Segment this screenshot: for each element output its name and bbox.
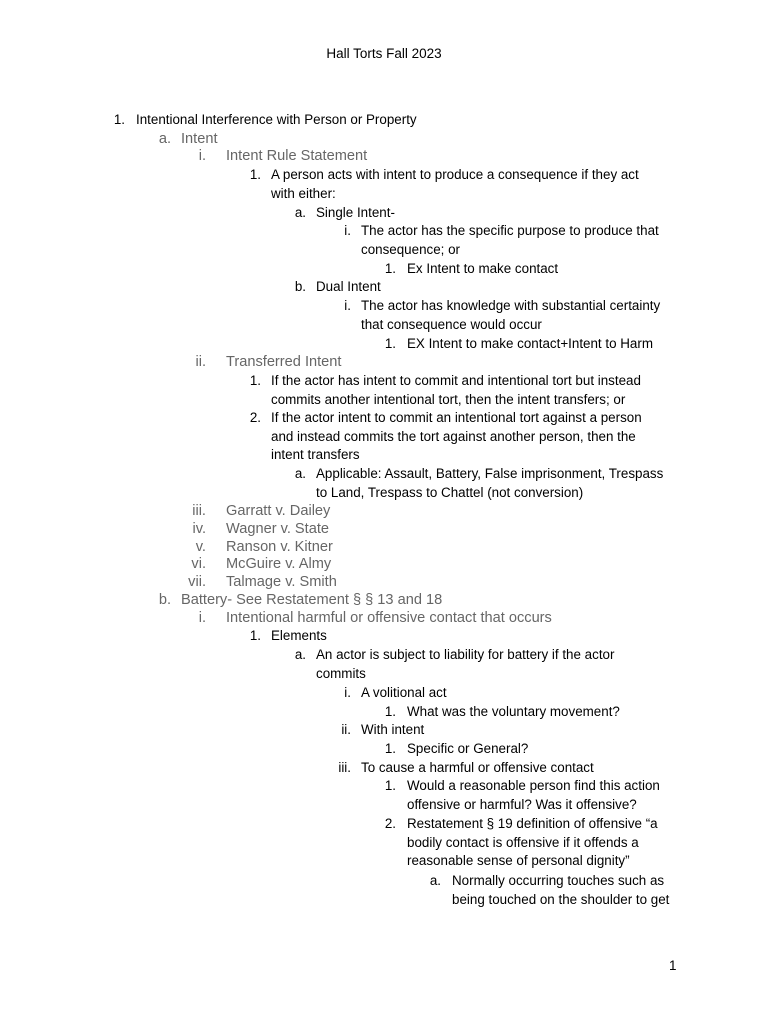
text-line: Intentional harmful or offensive contact that occurs bbox=[226, 610, 552, 626]
list-item-text bbox=[316, 278, 381, 297]
text-line: An actor is subject to liability for battery if the actor bbox=[316, 647, 615, 662]
text-line: Talmage v. Smith bbox=[226, 574, 337, 590]
list-item-text bbox=[226, 539, 333, 557]
text-line: Applicable: Assault, Battery, False imprisonment, Trespass bbox=[316, 466, 664, 481]
list-marker: 1. bbox=[113, 112, 125, 127]
list-marker: i. bbox=[344, 298, 351, 313]
list-marker: 1. bbox=[384, 336, 396, 351]
list-item-text bbox=[226, 503, 330, 521]
text-line: and instead commits the tort against another person, then the bbox=[271, 428, 636, 444]
text-line: intent transfers bbox=[271, 447, 360, 463]
list-marker: i. bbox=[198, 148, 206, 164]
text-line: Dual Intent bbox=[316, 279, 381, 294]
text-line: Ranson v. Kitner bbox=[226, 539, 333, 555]
text-line: that consequence would occur bbox=[361, 316, 542, 332]
text-line: The actor has knowledge with substantial certainty bbox=[361, 298, 661, 313]
text-line: A person acts with intent to produce a consequence if they act bbox=[271, 167, 639, 182]
text-line: The actor has the specific purpose to produce that bbox=[361, 223, 659, 238]
text-line: Garratt v. Dailey bbox=[226, 503, 331, 519]
list-item-text bbox=[452, 872, 669, 909]
list-item-text bbox=[226, 354, 341, 372]
text-line: Normally occurring touches such as bbox=[452, 873, 665, 888]
list-marker: 1. bbox=[384, 778, 396, 793]
list-marker: ii. bbox=[195, 354, 206, 370]
text-line: to Land, Trespass to Chattel (not conversion) bbox=[316, 484, 584, 500]
text-line: Intent bbox=[181, 131, 218, 147]
list-marker: 1. bbox=[384, 704, 396, 719]
list-marker: iv. bbox=[192, 521, 206, 537]
list-item-text bbox=[136, 111, 417, 130]
list-item-text bbox=[407, 335, 653, 354]
text-line: To cause a harmful or offensive contact bbox=[361, 760, 594, 775]
list-item-text bbox=[226, 148, 367, 166]
list-marker: i. bbox=[344, 685, 351, 700]
list-item-text bbox=[271, 409, 642, 465]
list-marker: a. bbox=[294, 647, 306, 662]
list-item-text bbox=[226, 556, 331, 574]
list-item-text bbox=[271, 166, 639, 203]
text-line: Specific or General? bbox=[407, 741, 529, 756]
list-item-text bbox=[316, 465, 663, 502]
text-line: Wagner v. State bbox=[226, 521, 330, 537]
list-item-text bbox=[407, 703, 620, 722]
text-line: with either: bbox=[271, 185, 336, 201]
list-item-text bbox=[316, 204, 395, 223]
text-line: Battery- See Restatement § § 13 and 18 bbox=[181, 592, 443, 608]
list-marker: 1. bbox=[249, 167, 261, 182]
list-item-text bbox=[361, 222, 659, 259]
text-line: offensive or harmful? Was it offensive? bbox=[407, 796, 637, 812]
text-line: consequence; or bbox=[361, 241, 461, 257]
list-marker: b. bbox=[294, 279, 306, 294]
page-number: 1 bbox=[669, 958, 677, 973]
list-marker: 1. bbox=[249, 628, 261, 643]
list-marker: vii. bbox=[188, 574, 206, 590]
list-marker: 1. bbox=[249, 373, 261, 388]
text-line: EX Intent to make contact+Intent to Harm bbox=[407, 336, 653, 351]
list-item-text bbox=[361, 684, 447, 703]
text-line: Ex Intent to make contact bbox=[407, 261, 559, 276]
list-marker: i. bbox=[198, 610, 206, 626]
list-item-text bbox=[361, 721, 424, 740]
list-item-text bbox=[361, 759, 594, 778]
text-line: Single Intent- bbox=[316, 205, 395, 220]
text-line: With intent bbox=[361, 722, 425, 737]
text-line: being touched on the shoulder to get bbox=[452, 891, 670, 907]
list-marker: 2. bbox=[384, 816, 396, 831]
text-line: A volitional act bbox=[361, 685, 447, 700]
list-marker: 2. bbox=[249, 410, 261, 425]
list-item-text bbox=[181, 131, 218, 149]
text-line: reasonable sense of personal dignity” bbox=[407, 853, 630, 869]
list-marker: a. bbox=[294, 466, 306, 481]
list-marker: iii. bbox=[338, 760, 351, 775]
text-line: If the actor intent to commit an intentional tort against a person bbox=[271, 410, 642, 425]
list-item-text bbox=[226, 574, 337, 592]
text-line: Intentional Interference with Person or Property bbox=[136, 112, 417, 127]
list-marker: vi. bbox=[191, 556, 206, 572]
list-marker: i. bbox=[344, 223, 351, 238]
page-header: Hall Torts Fall 2023 bbox=[326, 46, 442, 61]
list-item-text bbox=[407, 777, 660, 814]
list-marker: iii. bbox=[192, 503, 206, 519]
list-item-text bbox=[181, 592, 442, 610]
list-marker: a. bbox=[158, 131, 171, 147]
list-marker: 1. bbox=[384, 741, 396, 756]
list-marker: v. bbox=[195, 539, 206, 555]
list-item-text bbox=[407, 740, 528, 759]
list-item-text bbox=[407, 260, 558, 279]
list-marker: ii. bbox=[341, 722, 351, 737]
list-item-text bbox=[407, 815, 658, 871]
list-item-text bbox=[316, 646, 614, 683]
list-item-text bbox=[226, 521, 329, 539]
text-line: What was the voluntary movement? bbox=[407, 704, 620, 719]
list-item-text bbox=[226, 610, 552, 628]
text-line: Would a reasonable person find this action bbox=[407, 778, 660, 793]
list-marker: a. bbox=[429, 873, 441, 888]
list-marker: 1. bbox=[384, 261, 396, 276]
text-line: bodily contact is offensive if it offends a bbox=[407, 834, 639, 850]
text-line: Restatement § 19 definition of offensive “a bbox=[407, 816, 658, 831]
text-line: If the actor has intent to commit and intentional tort but instead bbox=[271, 373, 641, 388]
text-line: Elements bbox=[271, 628, 327, 643]
text-line: Transferred Intent bbox=[226, 354, 342, 370]
list-marker: b. bbox=[158, 592, 171, 608]
text-line: Intent Rule Statement bbox=[226, 148, 368, 164]
text-line: commits bbox=[316, 665, 366, 681]
list-item-text bbox=[271, 627, 327, 646]
text-line: commits another intentional tort, then the intent transfers; or bbox=[271, 391, 626, 407]
list-marker: a. bbox=[294, 205, 306, 220]
list-item-text bbox=[361, 297, 660, 334]
list-item-text bbox=[271, 372, 641, 409]
text-line: McGuire v. Almy bbox=[226, 556, 332, 572]
